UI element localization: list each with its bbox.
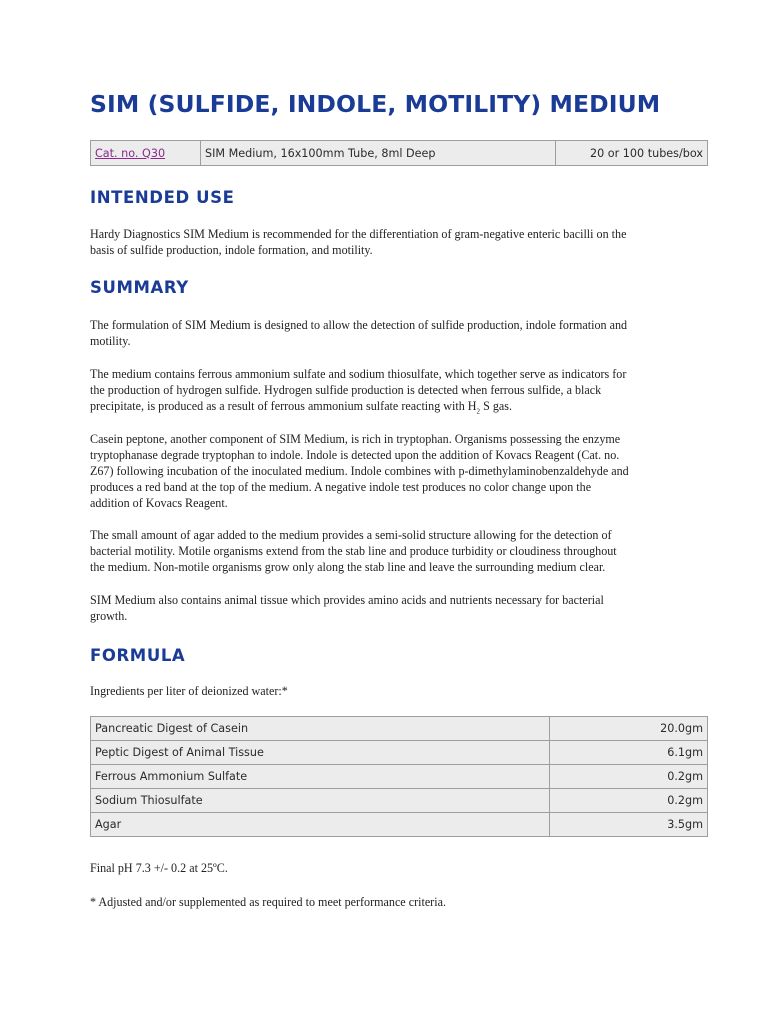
- catalog-number-cell: [91, 141, 201, 166]
- summary-heading: SUMMARY: [90, 278, 189, 297]
- intended-use-paragraph: [90, 226, 690, 258]
- footnote: * Adjusted and/or supplemented as required to meet performance criteria.: [90, 895, 446, 909]
- text-line: basis of sulfide production, indole formation, and motility.: [90, 243, 373, 257]
- formula-heading: FORMULA: [90, 646, 186, 665]
- summary-paragraph-5: [90, 592, 690, 624]
- text-line: tryptophanase degrade tryptophan to indole. Indole is detected upon the addition of Kovacs Reagent (Cat. no.: [90, 448, 620, 462]
- summary-paragraph-1: [90, 317, 690, 349]
- formula-intro: Ingredients per liter of deionized water:*: [90, 684, 288, 698]
- text-line: motility.: [90, 334, 131, 348]
- page-title: SIM (SULFIDE, INDOLE, MOTILITY) MEDIUM: [90, 90, 661, 118]
- table-row: [91, 765, 708, 789]
- text-line: addition of Kovacs Reagent.: [90, 496, 228, 510]
- ingredient-amount: 0.2gm: [550, 765, 708, 789]
- text-line: SIM Medium also contains animal tissue which provides amino acids and nutrients necessary for bacterial: [90, 593, 604, 607]
- text-line: Z67) following incubation of the inoculated medium. Indole combines with p-dimethylaminobenzaldehyde and: [90, 464, 629, 478]
- catalog-description: SIM Medium, 16x100mm Tube, 8ml Deep: [201, 141, 556, 166]
- intended-use-heading: INTENDED USE: [90, 188, 235, 207]
- text-line: The medium contains ferrous ammonium sulfate and sodium thiosulfate, which together serve as indicators for: [90, 367, 627, 381]
- ingredient-amount: 3.5gm: [550, 813, 708, 837]
- table-row: [91, 717, 708, 741]
- ingredient-name: Peptic Digest of Animal Tissue: [91, 741, 550, 765]
- catalog-number-link[interactable]: Cat. no. Q30: [95, 146, 166, 160]
- summary-paragraph-3: [90, 431, 690, 511]
- text-line: S gas.: [480, 399, 512, 413]
- catalog-package: 20 or 100 tubes/box: [556, 141, 708, 166]
- ingredient-name: Sodium Thiosulfate: [91, 789, 550, 813]
- text-line: The small amount of agar added to the medium provides a semi-solid structure allowing for the detection of: [90, 528, 612, 542]
- ingredients-table: [90, 716, 708, 837]
- text-line: produces a red band at the top of the medium. A negative indole test produces no color change upon the: [90, 480, 592, 494]
- catalog-table: [90, 140, 708, 166]
- summary-paragraph-2: [90, 366, 690, 419]
- text-line: The formulation of SIM Medium is designed to allow the detection of sulfide production, indole formation and: [90, 318, 628, 332]
- ingredient-name: Agar: [91, 813, 550, 837]
- summary-paragraph-4: [90, 527, 690, 575]
- catalog-row: [91, 141, 708, 166]
- table-row: [91, 813, 708, 837]
- ingredient-name: Ferrous Ammonium Sulfate: [91, 765, 550, 789]
- text-line: precipitate, is produced as a result of ferrous ammonium sulfate reacting with H: [90, 399, 477, 413]
- text-line: Casein peptone, another component of SIM Medium, is rich in tryptophan. Organisms possessing the enzyme: [90, 432, 621, 446]
- text-line: the medium. Non-motile organisms grow only along the stab line and leave the surrounding medium clear.: [90, 560, 606, 574]
- ingredient-amount: 0.2gm: [550, 789, 708, 813]
- table-row: [91, 741, 708, 765]
- ingredient-name: Pancreatic Digest of Casein: [91, 717, 550, 741]
- ingredient-amount: 6.1gm: [550, 741, 708, 765]
- table-row: [91, 789, 708, 813]
- text-line: the production of hydrogen sulfide. Hydrogen sulfide production is detected when ferrous sulfide, a black: [90, 383, 602, 397]
- subscript: 2: [476, 407, 481, 416]
- final-ph: Final pH 7.3 +/- 0.2 at 25ºC.: [90, 861, 228, 875]
- ingredient-amount: 20.0gm: [550, 717, 708, 741]
- text-line: Hardy Diagnostics SIM Medium is recommended for the differentiation of gram-negative enteric bacilli on the: [90, 227, 627, 241]
- text-line: growth.: [90, 609, 128, 623]
- text-line: bacterial motility. Motile organisms extend from the stab line and produce turbidity or cloudiness throughout: [90, 544, 617, 558]
